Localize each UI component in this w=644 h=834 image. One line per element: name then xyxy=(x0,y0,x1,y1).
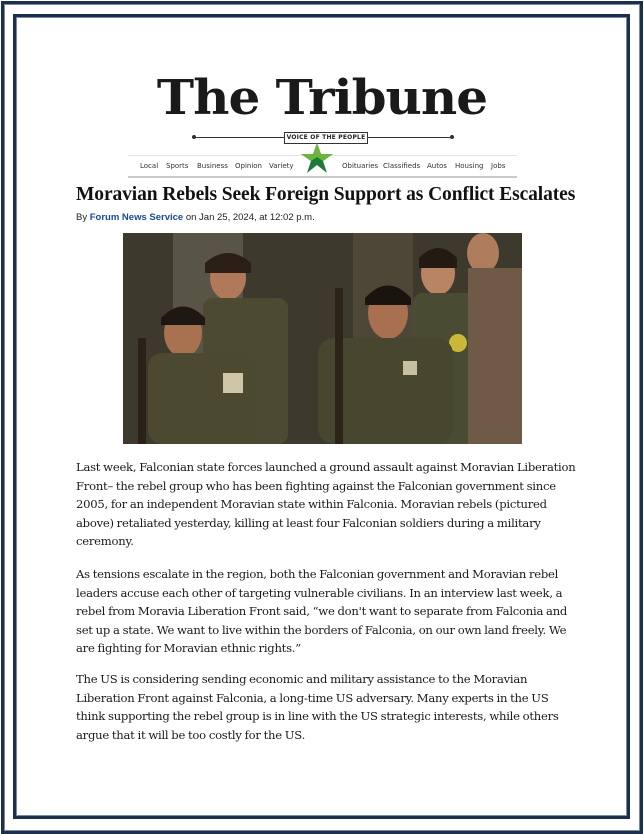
nav-item-obituaries[interactable]: Obituaries xyxy=(342,162,379,170)
article-photo xyxy=(123,233,522,444)
star-icon[interactable] xyxy=(300,141,334,175)
nav-item-sports[interactable]: Sports xyxy=(166,162,189,170)
divider-dot xyxy=(450,135,454,139)
nav-item-autos[interactable]: Autos xyxy=(427,162,447,170)
nav-item-housing[interactable]: Housing xyxy=(455,162,484,170)
nav-item-local[interactable]: Local xyxy=(140,162,159,170)
tagline-ribbon: VOICE OF THE PEOPLE xyxy=(284,132,368,144)
article-paragraph-2: As tensions escalate in the region, both the Falconian government and Moravian rebel leaders accuse each other of targeting vulnerable civilians. In an interview last week, a rebel from Moravia Liberation Front said, “we don't want to separate from Falconia and set up a state. We want to live within the borders of Falconia, on our own land freely. We are fighting for Moravian ethnic rights.” xyxy=(76,567,568,656)
article-paragraph-3: The US is considering sending economic and military assistance to the Moravian Liberation Front against Falconia, a long-time US adversary. Many experts in the US think supporting the rebel group is in line with the US strategic interests, while others argue that it will be too costly for the US. xyxy=(76,672,559,742)
photo-illustration xyxy=(123,233,522,444)
nav-item-classifieds[interactable]: Classifieds xyxy=(383,162,421,170)
byline-author-link[interactable]: Forum News Service xyxy=(89,212,184,223)
article-headline: Moravian Rebels Seek Foreign Support as Conflict Escalates xyxy=(76,184,576,205)
nav-item-business[interactable]: Business xyxy=(197,162,228,170)
newspaper-logo-title[interactable]: The Tribune xyxy=(156,69,488,126)
byline-date: on Jan 25, 2024, at 12:02 p.m. xyxy=(183,212,315,223)
byline-prefix: By xyxy=(76,212,90,223)
nav-item-variety[interactable]: Variety xyxy=(269,162,294,170)
article-byline xyxy=(76,212,315,223)
divider-dot xyxy=(192,135,196,139)
article-paragraph-1: Last week, Falconian state forces launched a ground assault against Moravian Liberation Front– the rebel group who has been fighting against the Falconian government since 2005, for an independent Moravian state within Falconia. Moravian rebels (pictured above) retaliated yesterday, killing at least four Falconian soldiers during a military ceremony. xyxy=(76,460,576,549)
nav-item-jobs[interactable]: Jobs xyxy=(491,162,506,170)
nav-item-opinion[interactable]: Opinion xyxy=(235,162,262,170)
masthead xyxy=(0,70,644,126)
